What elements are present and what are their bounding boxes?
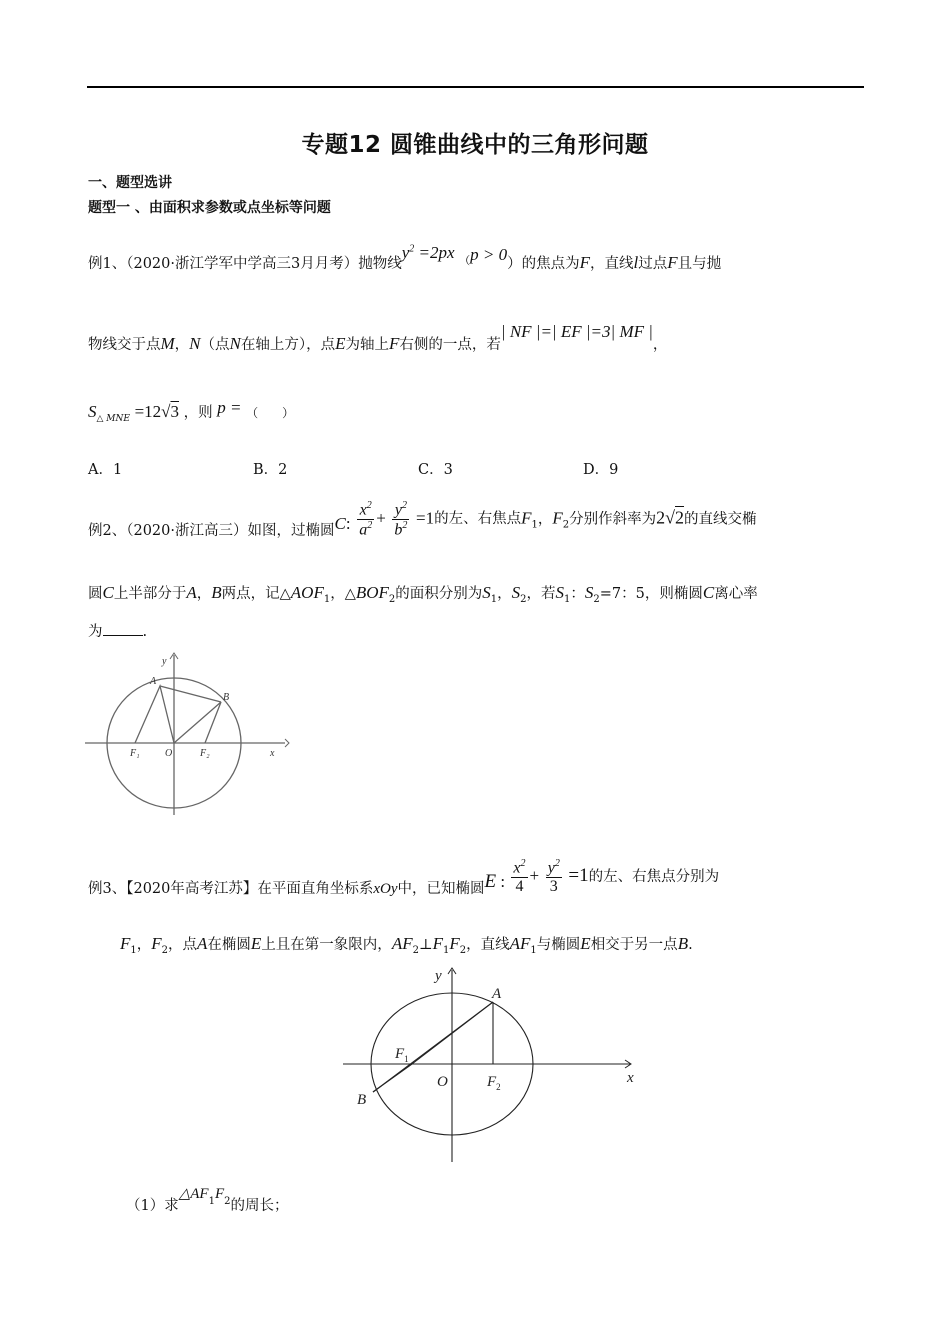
ex2-line2: 圆C上半部分于A，B两点，记$\triangle AOF_1$，$\triangle BOF_2$的面积分别为$S_1$，$S_2$，若$S_1$：$S_2=7$：5，则椭圆C离心率 bbox=[88, 583, 758, 605]
ex2-label-a: A bbox=[150, 676, 157, 687]
page-title: 专题12 圆锥曲线中的三角形问题 bbox=[301, 132, 649, 158]
answer-blank[interactable] bbox=[103, 623, 143, 636]
ex3-label-f2: $F_2$ bbox=[487, 1074, 501, 1092]
ex2-line1: 例2、（2020·浙江高三）如图，过椭圆C: $\frac{x^2}{a^2}$ + $\frac{y^2}{b^2}$ =1的左、右焦点$F_1$，$F_2$分别作斜率为2√2的直线交椭 bbox=[88, 500, 757, 540]
ex1-line2: 物线交于点M，N（点N在轴上方），点E为轴上F右侧的一点，若| NF |=| EF |=3| MF |， bbox=[88, 322, 668, 353]
ex3-label-b: B bbox=[357, 1092, 367, 1108]
top-rule bbox=[87, 86, 864, 88]
ex1-option-c[interactable]: C．3 bbox=[418, 462, 453, 478]
ex2-label-f1: F₁ bbox=[130, 748, 140, 759]
ex1-option-d[interactable]: D．9 bbox=[583, 462, 619, 478]
ex1-line1: 例1、（2020·浙江学军中学高三3月月考）抛物线$y^2 =2px$ （p > 0）的焦点为F，直线l过点F且与抛 bbox=[88, 243, 722, 272]
ex1-option-a[interactable]: A．1 bbox=[88, 462, 123, 478]
ex2-figure bbox=[85, 650, 290, 820]
section-heading: 一、题型选讲 bbox=[88, 175, 172, 191]
ex3-label-a: A bbox=[492, 986, 502, 1002]
ex2-triangle-aof1 bbox=[135, 686, 174, 743]
ex2-segment-ab bbox=[160, 686, 221, 702]
ex1-option-b[interactable]: B．2 bbox=[253, 462, 288, 478]
ex3-question1: （1）求$\triangle AF_1F_2$的周长； bbox=[126, 1186, 289, 1214]
ex2-label-o: O bbox=[165, 748, 173, 759]
ex2-label-b: B bbox=[223, 692, 230, 703]
ex2-label-x: x bbox=[270, 748, 275, 759]
ex3-label-f1: $F_1$ bbox=[395, 1046, 409, 1064]
ex3-segment-f1b bbox=[373, 1064, 412, 1092]
ex2-line3: 为 . bbox=[88, 624, 148, 640]
ex2-x-arrow bbox=[285, 739, 289, 747]
ex3-label-y: y bbox=[435, 968, 442, 984]
question-type-heading: 题型一 、由面积求参数或点坐标等问题 bbox=[88, 200, 331, 216]
ex3-label-o: O bbox=[437, 1074, 448, 1090]
ex2-label-y: y bbox=[162, 656, 167, 667]
ex3-line2: $F_1$，$F_2$，点A在椭圆E上且在第一象限内，$AF_2\perp F_1F_2$，直线$AF_1$与椭圆E相交于另一点B. bbox=[120, 934, 693, 956]
ex3-line1: 例3、【2020年高考江苏】在平面直角坐标系xOy中，已知椭圆E : $\frac{x^2}{4}$ + $\frac{y^2}{3}$ =1的左、右焦点分别为 bbox=[88, 858, 720, 897]
ex3-figure bbox=[335, 962, 645, 1167]
ex1-line3: $S_{\triangle MNE} =12√3$ ，则 p = （ ） bbox=[88, 398, 295, 424]
ex2-label-f2: F₂ bbox=[200, 748, 210, 759]
ex3-label-x: x bbox=[627, 1070, 634, 1086]
ex2-triangle-bof2 bbox=[174, 702, 221, 743]
